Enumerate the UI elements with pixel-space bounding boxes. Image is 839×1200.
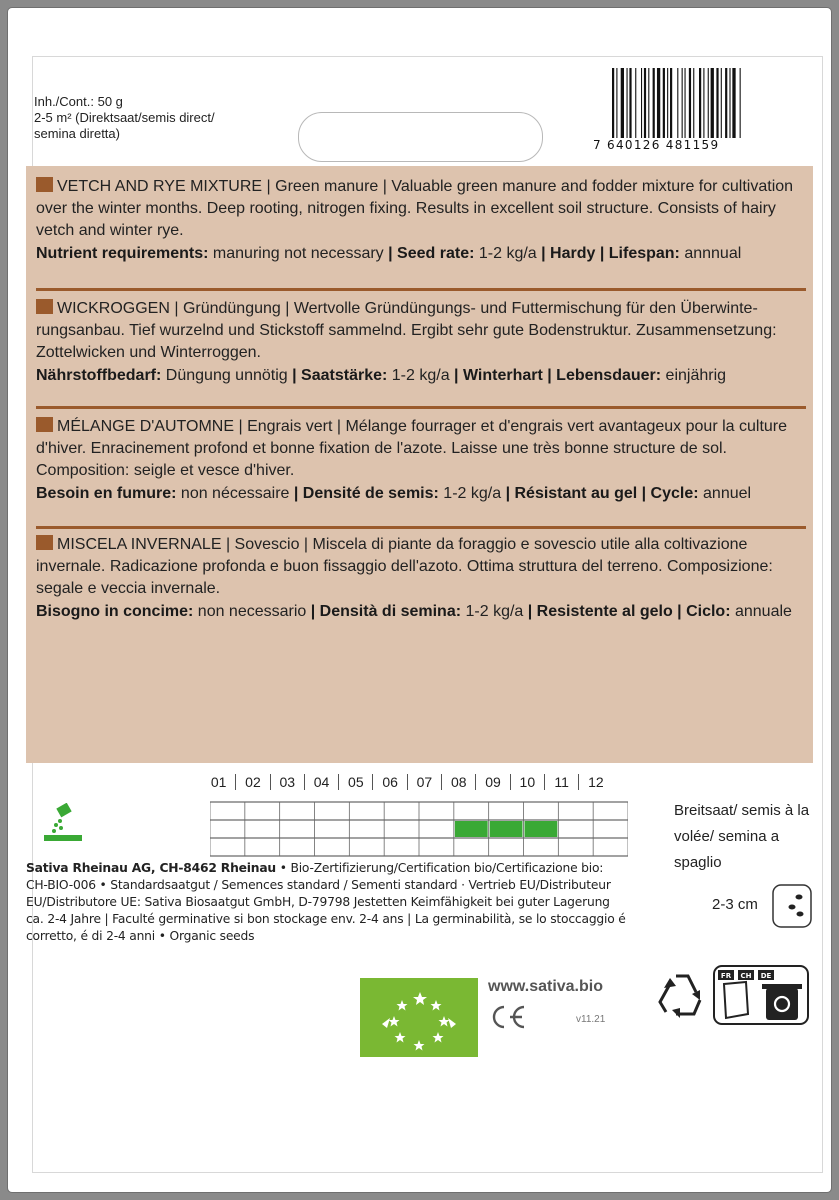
eu-organic-logo [360, 978, 478, 1057]
lifespan-value: annuale [730, 603, 792, 620]
variety-title: VETCH AND RYE MIXTURE [57, 178, 263, 195]
variety-title: MISCELA INVERNALE [57, 536, 222, 553]
nutrient-label: Nährstoffbedarf: [36, 367, 162, 384]
variety-body: | Green manure | Valuable green manure and fodder mixture for cultivation over the winter months. Deep rooting, nitrogen fixing. Results in excellent soil structure. Consists of hairy vetch and winter rye. [36, 178, 794, 239]
month-label-10: 10 [511, 774, 545, 790]
sowing-calendar [202, 774, 613, 790]
seed-rate-label: | Seed rate: [388, 245, 475, 262]
barcode-number: 7 640126 481159 [593, 138, 720, 152]
sowing-cell-08 [455, 821, 488, 837]
bullet-square-icon [36, 299, 53, 314]
seed-rate-value: 1-2 kg/a [387, 367, 455, 384]
description-panel [26, 166, 813, 763]
seed-depth-icon [772, 884, 812, 928]
nutrient-label: Bisogno in concime: [36, 603, 194, 620]
content-weight: Inh./Cont.: 50 g [34, 94, 123, 109]
variety-body: | Engrais vert | Mélange fourrager et d'engrais vert avantageux pour la culture d'hiver. Enracinement profond et bonne fixation de l'azote. Laisse une très bonne structure de sol. Composition: seigle et vesce d'hiver. [36, 418, 788, 479]
description-fr [36, 416, 806, 505]
lifespan-value: einjährig [661, 367, 727, 384]
lifespan-value: annuel [698, 485, 752, 502]
calendar-months [202, 774, 613, 790]
month-label-07: 07 [408, 774, 442, 790]
seed-rate-label: | Densità di semina: [310, 603, 462, 620]
sowing-method: Breitsaat/ semis à la volée/ semina a spaglio [674, 802, 810, 871]
seed-rate-value: 1-2 kg/a [438, 485, 506, 502]
lifespan-value: annnual [679, 245, 742, 262]
area-line-1: 2-5 m² (Direktsaat/semis direct/ [34, 110, 215, 125]
nutrient-value: Düngung unnötig [161, 367, 293, 384]
eu-organic-leaf-icon [360, 978, 478, 1057]
sowing-cell-10 [525, 821, 558, 837]
sowing-depth: 2-3 cm [712, 896, 758, 913]
bullet-square-icon [36, 177, 53, 192]
seed-rate-label: | Densité de semis: [293, 485, 439, 502]
nutrient-label: Besoin en fumure: [36, 485, 177, 502]
nutrient-label: Nutrient requirements: [36, 245, 209, 262]
hang-hole [298, 112, 543, 162]
variety-title: WICKROGGEN [57, 300, 170, 317]
hardy-label: | Hardy | Lifespan: [541, 245, 680, 262]
specs-line [36, 365, 806, 387]
recycle-code-fr: FR [720, 972, 732, 980]
variety-body: | Gründüngung | Wertvolle Gründüngungs- und Futtermischung für den Überwinte-rungsanbau. Tief wurzelnd und Stickstoff sammelnd. Ergibt sehr gute Bodenstruktur. Zusammensetzung: Zottelwicken und Winterroggen. [36, 300, 777, 361]
specs-line [36, 601, 806, 623]
version-number: v11.21 [576, 1014, 606, 1025]
description-en [36, 176, 806, 265]
month-label-08: 08 [442, 774, 476, 790]
nutrient-value: non nécessaire [176, 485, 294, 502]
seed-rate-value: 1-2 kg/a [461, 603, 528, 620]
ce-mark-icon [488, 1004, 528, 1030]
month-label-12: 12 [588, 774, 604, 790]
divider [36, 288, 806, 291]
hardy-label: | Résistant au gel | Cycle: [505, 485, 699, 502]
bullet-square-icon [36, 417, 53, 432]
seed-rate-value: 1-2 kg/a [474, 245, 542, 262]
nutrient-value: manuring not necessary [208, 245, 389, 262]
divider [36, 406, 806, 409]
specs-line [36, 243, 806, 265]
company-info [26, 860, 626, 945]
month-label-01: 01 [202, 774, 236, 790]
variety-title: MÉLANGE D'AUTOMNE [57, 418, 235, 435]
description-de [36, 298, 806, 387]
description-it [36, 534, 806, 623]
hardy-label: | Resistente al gelo | Ciclo: [527, 603, 731, 620]
calendar-grid [210, 798, 628, 858]
divider [36, 526, 806, 529]
month-label-02: 02 [236, 774, 270, 790]
month-label-04: 04 [305, 774, 339, 790]
specs-line [36, 483, 806, 505]
variety-body: | Sovescio | Miscela di piante da foraggio e sovescio utile alla coltivazione invernale. Radicazione profonda e buon fissaggio dell'azoto. Ottima struttura del terreno. Composizione: segale e veccia invernale. [36, 536, 773, 597]
company-name: Sativa Rheinau AG, CH-8462 Rheinau [26, 861, 276, 875]
certification-text: • Bio-Zertifizierung/Certification bio/Certificazione bio: CH-BIO-006 • Standardsaatgut / Semences standard / Sementi standard · Vertrieb EU/Distributeur EU/Distributore UE: Sativa Biosaatgut GmbH, D-79798 Jestetten Keimfähigkeit bei guter Lagerung ca. 2-4 Jahre | Faculté germinative si bon stockage env. 2-4 ans | La germinabilità, se lo stoccaggio é corretto, é di 2-4 anni • Organic seeds [26, 861, 626, 943]
seed-rate-label: | Saatstärke: [292, 367, 388, 384]
sowing-cell-09 [490, 821, 523, 837]
website-link[interactable]: www.sativa.bio [488, 978, 603, 995]
bin-icon [766, 988, 798, 1020]
month-label-05: 05 [339, 774, 373, 790]
month-label-03: 03 [271, 774, 305, 790]
month-label-11: 11 [545, 774, 579, 790]
nutrient-value: non necessario [193, 603, 311, 620]
month-label-09: 09 [476, 774, 510, 790]
hardy-label: | Winterhart | Lebensdauer: [454, 367, 662, 384]
bullet-square-icon [36, 535, 53, 550]
sowing-icon [42, 803, 84, 845]
seed-packet-back [8, 8, 831, 1192]
content-info [34, 94, 215, 142]
recycle-code-ch: CH [740, 972, 752, 980]
month-label-06: 06 [373, 774, 407, 790]
recycle-code-de: DE [760, 972, 772, 980]
area-line-2: semina diretta) [34, 126, 120, 141]
recycle-icon [656, 964, 812, 1026]
